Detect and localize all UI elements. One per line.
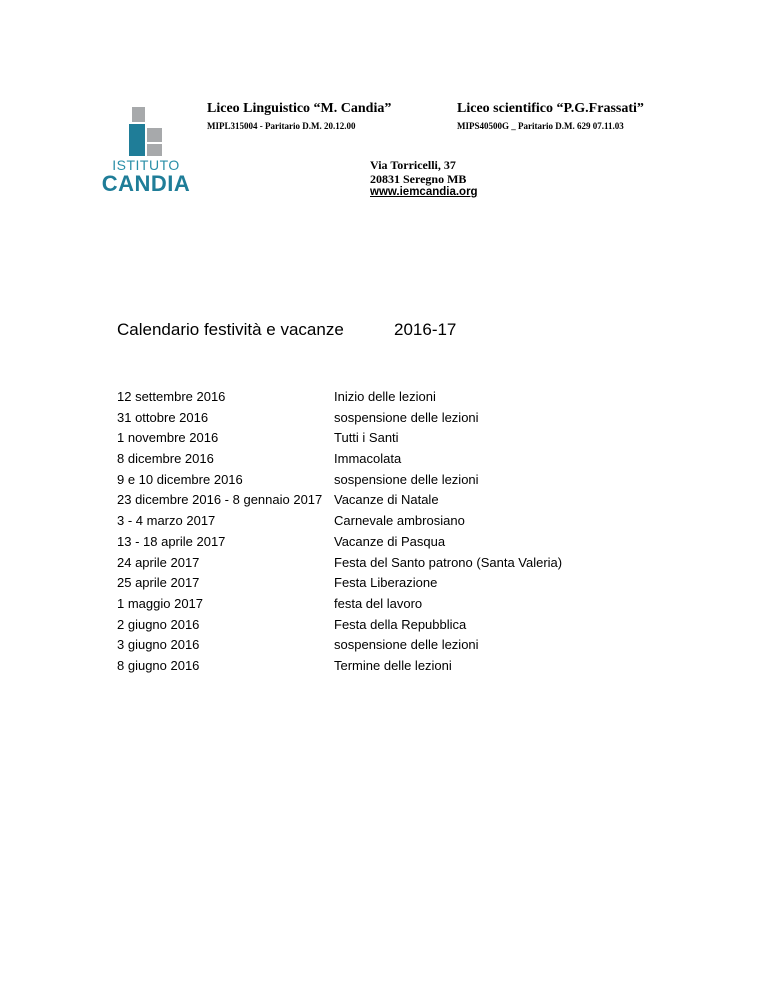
row-date: 1 novembre 2016 [117, 430, 219, 446]
institute-logo [101, 104, 191, 196]
table-row [117, 389, 562, 410]
table-row [117, 513, 562, 534]
row-event: sospensione delle lezioni [334, 471, 479, 487]
row-event: sospensione delle lezioni [334, 409, 479, 425]
row-event: Vacanze di Natale [334, 492, 439, 508]
school-code-scientifico: MIPS40500G _ Paritario D.M. 629 07.11.03 [457, 121, 624, 131]
table-row [117, 617, 562, 638]
row-event: Tutti i Santi [334, 430, 399, 446]
website-link[interactable]: www.iemcandia.org [370, 186, 478, 198]
row-event: Festa del Santo patrono (Santa Valeria) [334, 554, 563, 570]
page-title: Calendario festività e vacanze [117, 320, 344, 339]
logo-mark-icon [101, 104, 191, 160]
row-event: Festa della Repubblica [334, 616, 467, 632]
row-date: 2 giugno 2016 [117, 616, 200, 632]
row-date: 8 dicembre 2016 [117, 451, 214, 467]
row-date: 31 ottobre 2016 [117, 409, 209, 425]
row-event: Immacolata [334, 451, 402, 467]
table-row [117, 637, 562, 658]
logo-text-candia: CANDIA [101, 171, 191, 196]
row-event: Inizio delle lezioni [334, 389, 436, 404]
table-row [117, 492, 562, 513]
row-event: Vacanze di Pasqua [334, 533, 446, 549]
row-date: 23 dicembre 2016 - 8 gennaio 2017 [117, 492, 323, 508]
table-row [117, 555, 562, 576]
row-date: 25 aprile 2017 [117, 575, 200, 591]
table-row [117, 430, 562, 451]
row-date: 8 giugno 2016 [117, 657, 200, 673]
holiday-table [117, 389, 562, 679]
logo-text-istituto: ISTITUTO [112, 157, 180, 173]
row-date: 1 maggio 2017 [117, 595, 204, 611]
table-row [117, 534, 562, 555]
row-date: 24 aprile 2017 [117, 554, 200, 570]
school-name-linguistico: Liceo Linguistico “M. Candia” [207, 101, 392, 116]
row-date: 9 e 10 dicembre 2016 [117, 471, 243, 487]
row-event: festa del lavoro [334, 595, 423, 611]
row-date: 12 settembre 2016 [117, 389, 226, 404]
table-row [117, 596, 562, 617]
table-row [117, 472, 562, 493]
school-code-linguistico: MIPL315004 - Paritario D.M. 20.12.00 [207, 121, 356, 131]
row-event: Carnevale ambrosiano [334, 513, 465, 529]
school-year: 2016-17 [394, 320, 457, 339]
table-row [117, 658, 562, 679]
school-name-scientifico: Liceo scientifico “P.G.Frassati” [457, 101, 644, 116]
row-date: 3 - 4 marzo 2017 [117, 513, 216, 529]
row-event: Festa Liberazione [334, 575, 438, 591]
row-date: 3 giugno 2016 [117, 637, 200, 653]
row-event: Termine delle lezioni [334, 657, 452, 673]
address-street: Via Torricelli, 37 [370, 158, 456, 172]
table-row [117, 451, 562, 472]
row-event: sospensione delle lezioni [334, 637, 479, 653]
table-row [117, 575, 562, 596]
table-row [117, 410, 562, 431]
row-date: 13 - 18 aprile 2017 [117, 533, 226, 549]
address-city: 20831 Seregno MB [370, 172, 467, 186]
